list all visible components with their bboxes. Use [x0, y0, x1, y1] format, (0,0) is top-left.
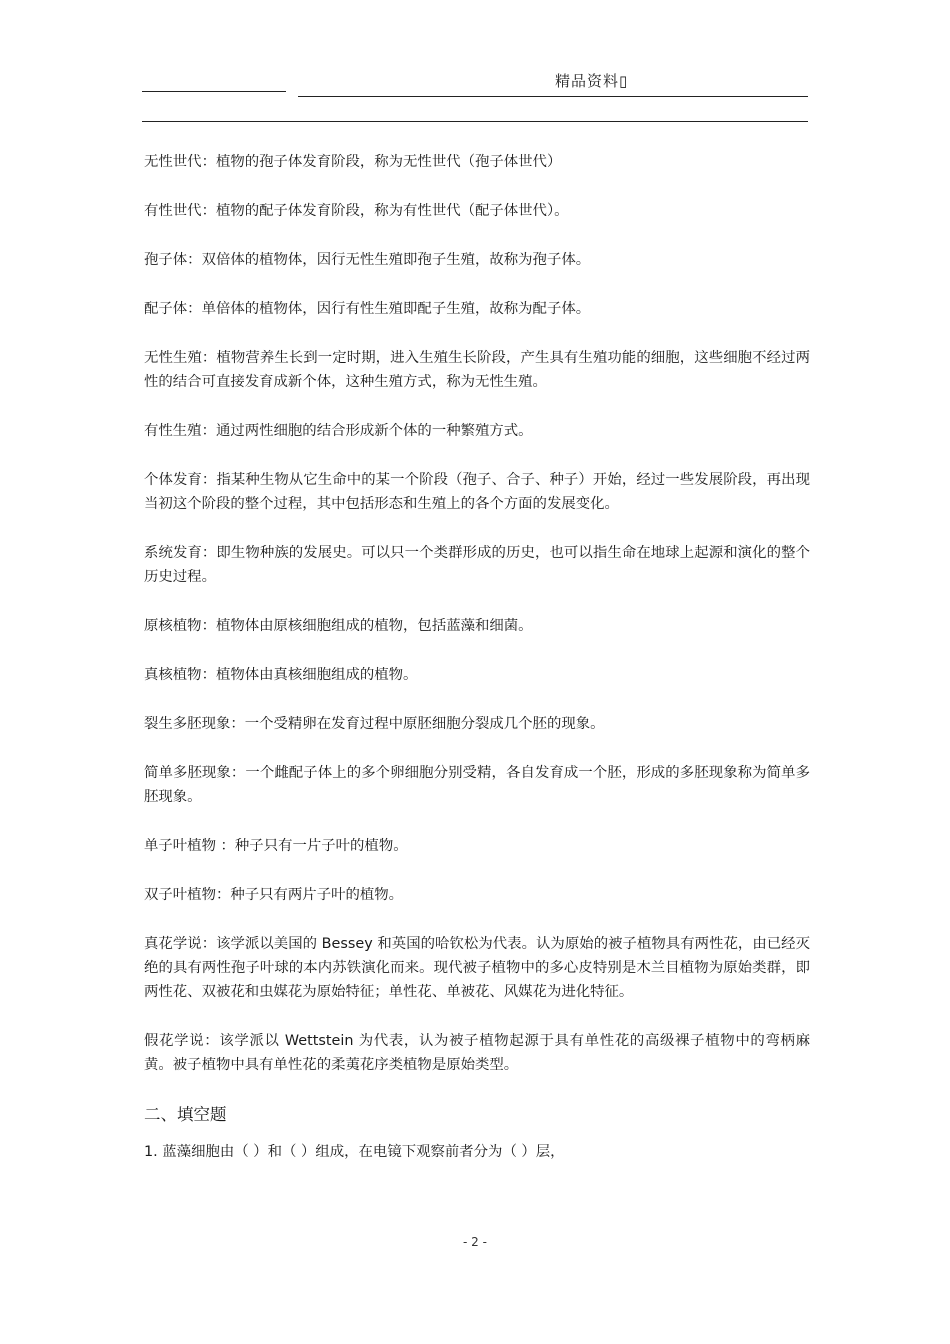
definition-eukaryotic-plants: 真核植物：植物体由真核细胞组成的植物。: [144, 667, 418, 683]
header-rule-short: [142, 91, 286, 92]
definition-gametophyte: 配子体：单倍体的植物体，因行有性生殖即配子生殖，故称为配子体。: [144, 301, 591, 317]
definition-sexual-generation: 有性世代：植物的配子体发育阶段，称为有性世代（配子体世代）。: [144, 203, 569, 219]
definition-ontogeny: 个体发育：指某种生物从它生命中的某一个阶段（孢子、合子、种子）开始，经过一些发展阶段，再出现当初这个阶段的整个过程，其中包括形态和生殖上的各个方面的发展变化。: [144, 472, 810, 512]
header-rule-full: [142, 121, 808, 122]
definition-pseudanthial-theory: 假花学说：该学派以 Wettstein 为代表，认为被子植物起源于具有单性花的高级裸子植物中的弯柄麻黄。被子植物中具有单性花的柔荑花序类植物是原始类型。: [144, 1033, 810, 1073]
definition-monocot: 单子叶植物 ：种子只有一片子叶的植物。: [144, 838, 408, 854]
document-body: [144, 150, 810, 1164]
section-heading-fill-in: 二、填空题: [144, 1105, 227, 1124]
definition-euanthial-theory: 真花学说：该学派以美国的 Bessey 和英国的哈钦松为代表。认为原始的被子植物具有两性花，由已经灭绝的具有两性孢子叶球的本内苏铁演化而来。现代被子植物中的多心皮特别是木兰目植物为原始类群，即两性花、双被花和虫媒花为原始特征；单性花、单被花、风媒花为进化特征。: [144, 936, 810, 1000]
definition-dicot: 双子叶植物：种子只有两片子叶的植物。: [144, 887, 404, 903]
definition-cleavage-polyembryony: 裂生多胚现象：一个受精卵在发育过程中原胚细胞分裂成几个胚的现象。: [144, 716, 605, 732]
definition-phylogeny: 系统发育：即生物种族的发展史。可以只一个类群形成的历史，也可以指生命在地球上起源和演化的整个历史过程。: [144, 545, 810, 585]
header-rule-long: [298, 96, 808, 97]
definition-sexual-reproduction: 有性生殖：通过两性细胞的结合形成新个体的一种繁殖方式。: [144, 423, 533, 439]
definition-asexual-generation: 无性世代：植物的孢子体发育阶段，称为无性世代（孢子体世代）: [144, 154, 562, 170]
definition-sporophyte: 孢子体：双倍体的植物体，因行无性生殖即孢子生殖，故称为孢子体。: [144, 252, 591, 268]
page-header-title: 精品资料▯: [555, 72, 629, 90]
question-1: 1. 蓝藻细胞由（ ）和（ ）组成，在电镜下观察前者分为（ ）层，: [144, 1144, 565, 1160]
definition-asexual-reproduction: 无性生殖：植物营养生长到一定时期，进入生殖生长阶段，产生具有生殖功能的细胞，这些细胞不经过两性的结合可直接发育成新个体，这种生殖方式，称为无性生殖。: [144, 350, 810, 390]
definition-simple-polyembryony: 简单多胚现象：一个雌配子体上的多个卵细胞分别受精，各自发育成一个胚，形成的多胚现象称为简单多胚现象。: [144, 765, 810, 805]
page-number: - 2 -: [463, 1235, 487, 1249]
definition-prokaryotic-plants: 原核植物：植物体由原核细胞组成的植物，包括蓝藻和细菌。: [144, 618, 533, 634]
